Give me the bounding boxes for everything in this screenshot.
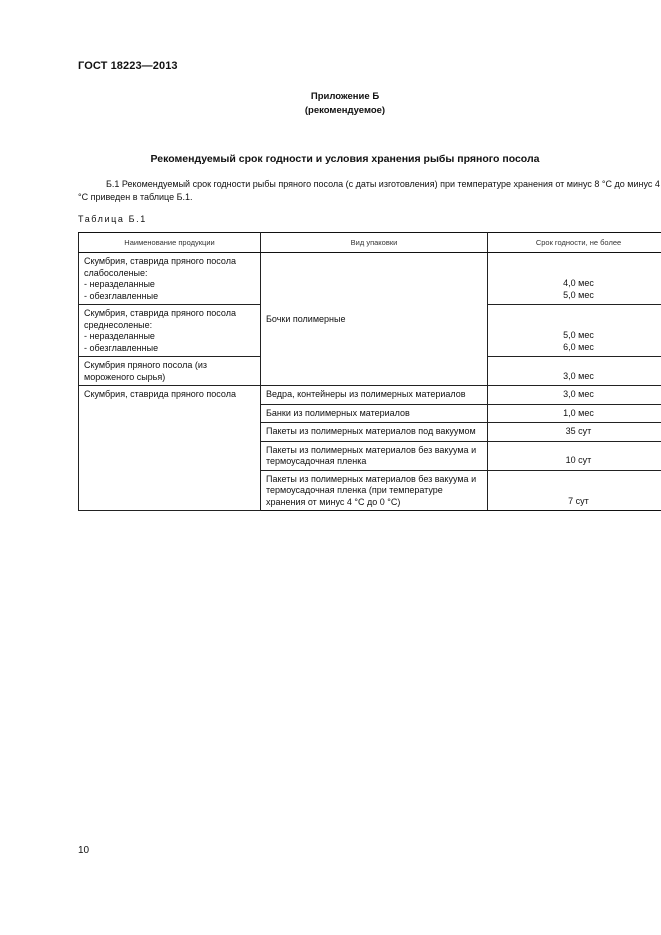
term-value: 3,0 мес [563, 370, 594, 381]
term-value: 6,0 мес [563, 341, 594, 352]
package-cell: Банки из полимерных материалов [261, 404, 488, 423]
paragraph-b1: Б.1 Рекомендуемый срок годности рыбы пряного посола (с даты изготовления) при температуре хранения от минус 8 °С до минус 4 °С приведен в таблице Б.1. [78, 179, 660, 202]
shelf-life-cell [488, 305, 661, 357]
package-cell: Ведра, контейнеры из полимерных материалов [261, 386, 488, 405]
term-value: 5,0 мес [563, 289, 594, 300]
table-caption: Таблица Б.1 [78, 214, 147, 224]
shelf-life-cell: 3,0 мес [488, 386, 661, 405]
appendix-subtitle: (рекомендуемое) [304, 105, 386, 116]
table-header-row [79, 233, 661, 253]
product-cell [79, 253, 261, 305]
product-line: Скумбрия, ставрида пряного посола [84, 389, 236, 399]
shelf-life-table [78, 232, 661, 511]
shelf-life-cell: 7 сут [488, 470, 661, 511]
shelf-life-cell: 1,0 мес [488, 404, 661, 423]
table-row [79, 253, 661, 305]
term-value: 4,0 мес [563, 278, 594, 288]
package-cell: Пакеты из полимерных материалов без вакуума и термоусадочная пленка [261, 441, 488, 470]
product-line: - неразделанные [84, 331, 155, 341]
product-line: - обезглавленные [84, 290, 159, 301]
shelf-life-cell [488, 357, 661, 386]
shelf-life-cell [488, 253, 661, 305]
product-line: - неразделанные [84, 279, 155, 289]
header-product: Наименование продукции [79, 233, 261, 253]
header-shelf-life: Срок годности, не более [488, 233, 661, 253]
package-cell: Пакеты из полимерных материалов под вакуумом [261, 423, 488, 442]
product-cell [79, 386, 261, 511]
package-cell: Пакеты из полимерных материалов без вакуума и термоусадочная пленка (при температуре хранения от минус 4 °С до 0 °С) [261, 470, 488, 511]
page-number: 10 [78, 845, 90, 856]
standard-number: ГОСТ 18223—2013 [78, 60, 178, 72]
term-value: 5,0 мес [563, 330, 594, 340]
header-package: Вид упаковки [261, 233, 488, 253]
table-row [79, 386, 661, 405]
product-line: Скумбрия, ставрида пряного посола слабосоленые: [84, 256, 236, 278]
section-heading: Рекомендуемый срок годности и условия хранения рыбы пряного посола [150, 153, 540, 165]
product-line: Скумбрия, ставрида пряного посола среднесоленые: [84, 308, 236, 330]
product-cell [79, 357, 261, 386]
product-line: Скумбрия пряного посола (из мороженого сырья) [84, 360, 207, 382]
product-cell [79, 305, 261, 357]
shelf-life-cell: 35 сут [488, 423, 661, 442]
appendix-title: Приложение Б [310, 91, 380, 102]
product-line: - обезглавленные [84, 342, 159, 353]
package-cell: Бочки полимерные [261, 253, 488, 386]
shelf-life-cell: 10 сут [488, 441, 661, 470]
